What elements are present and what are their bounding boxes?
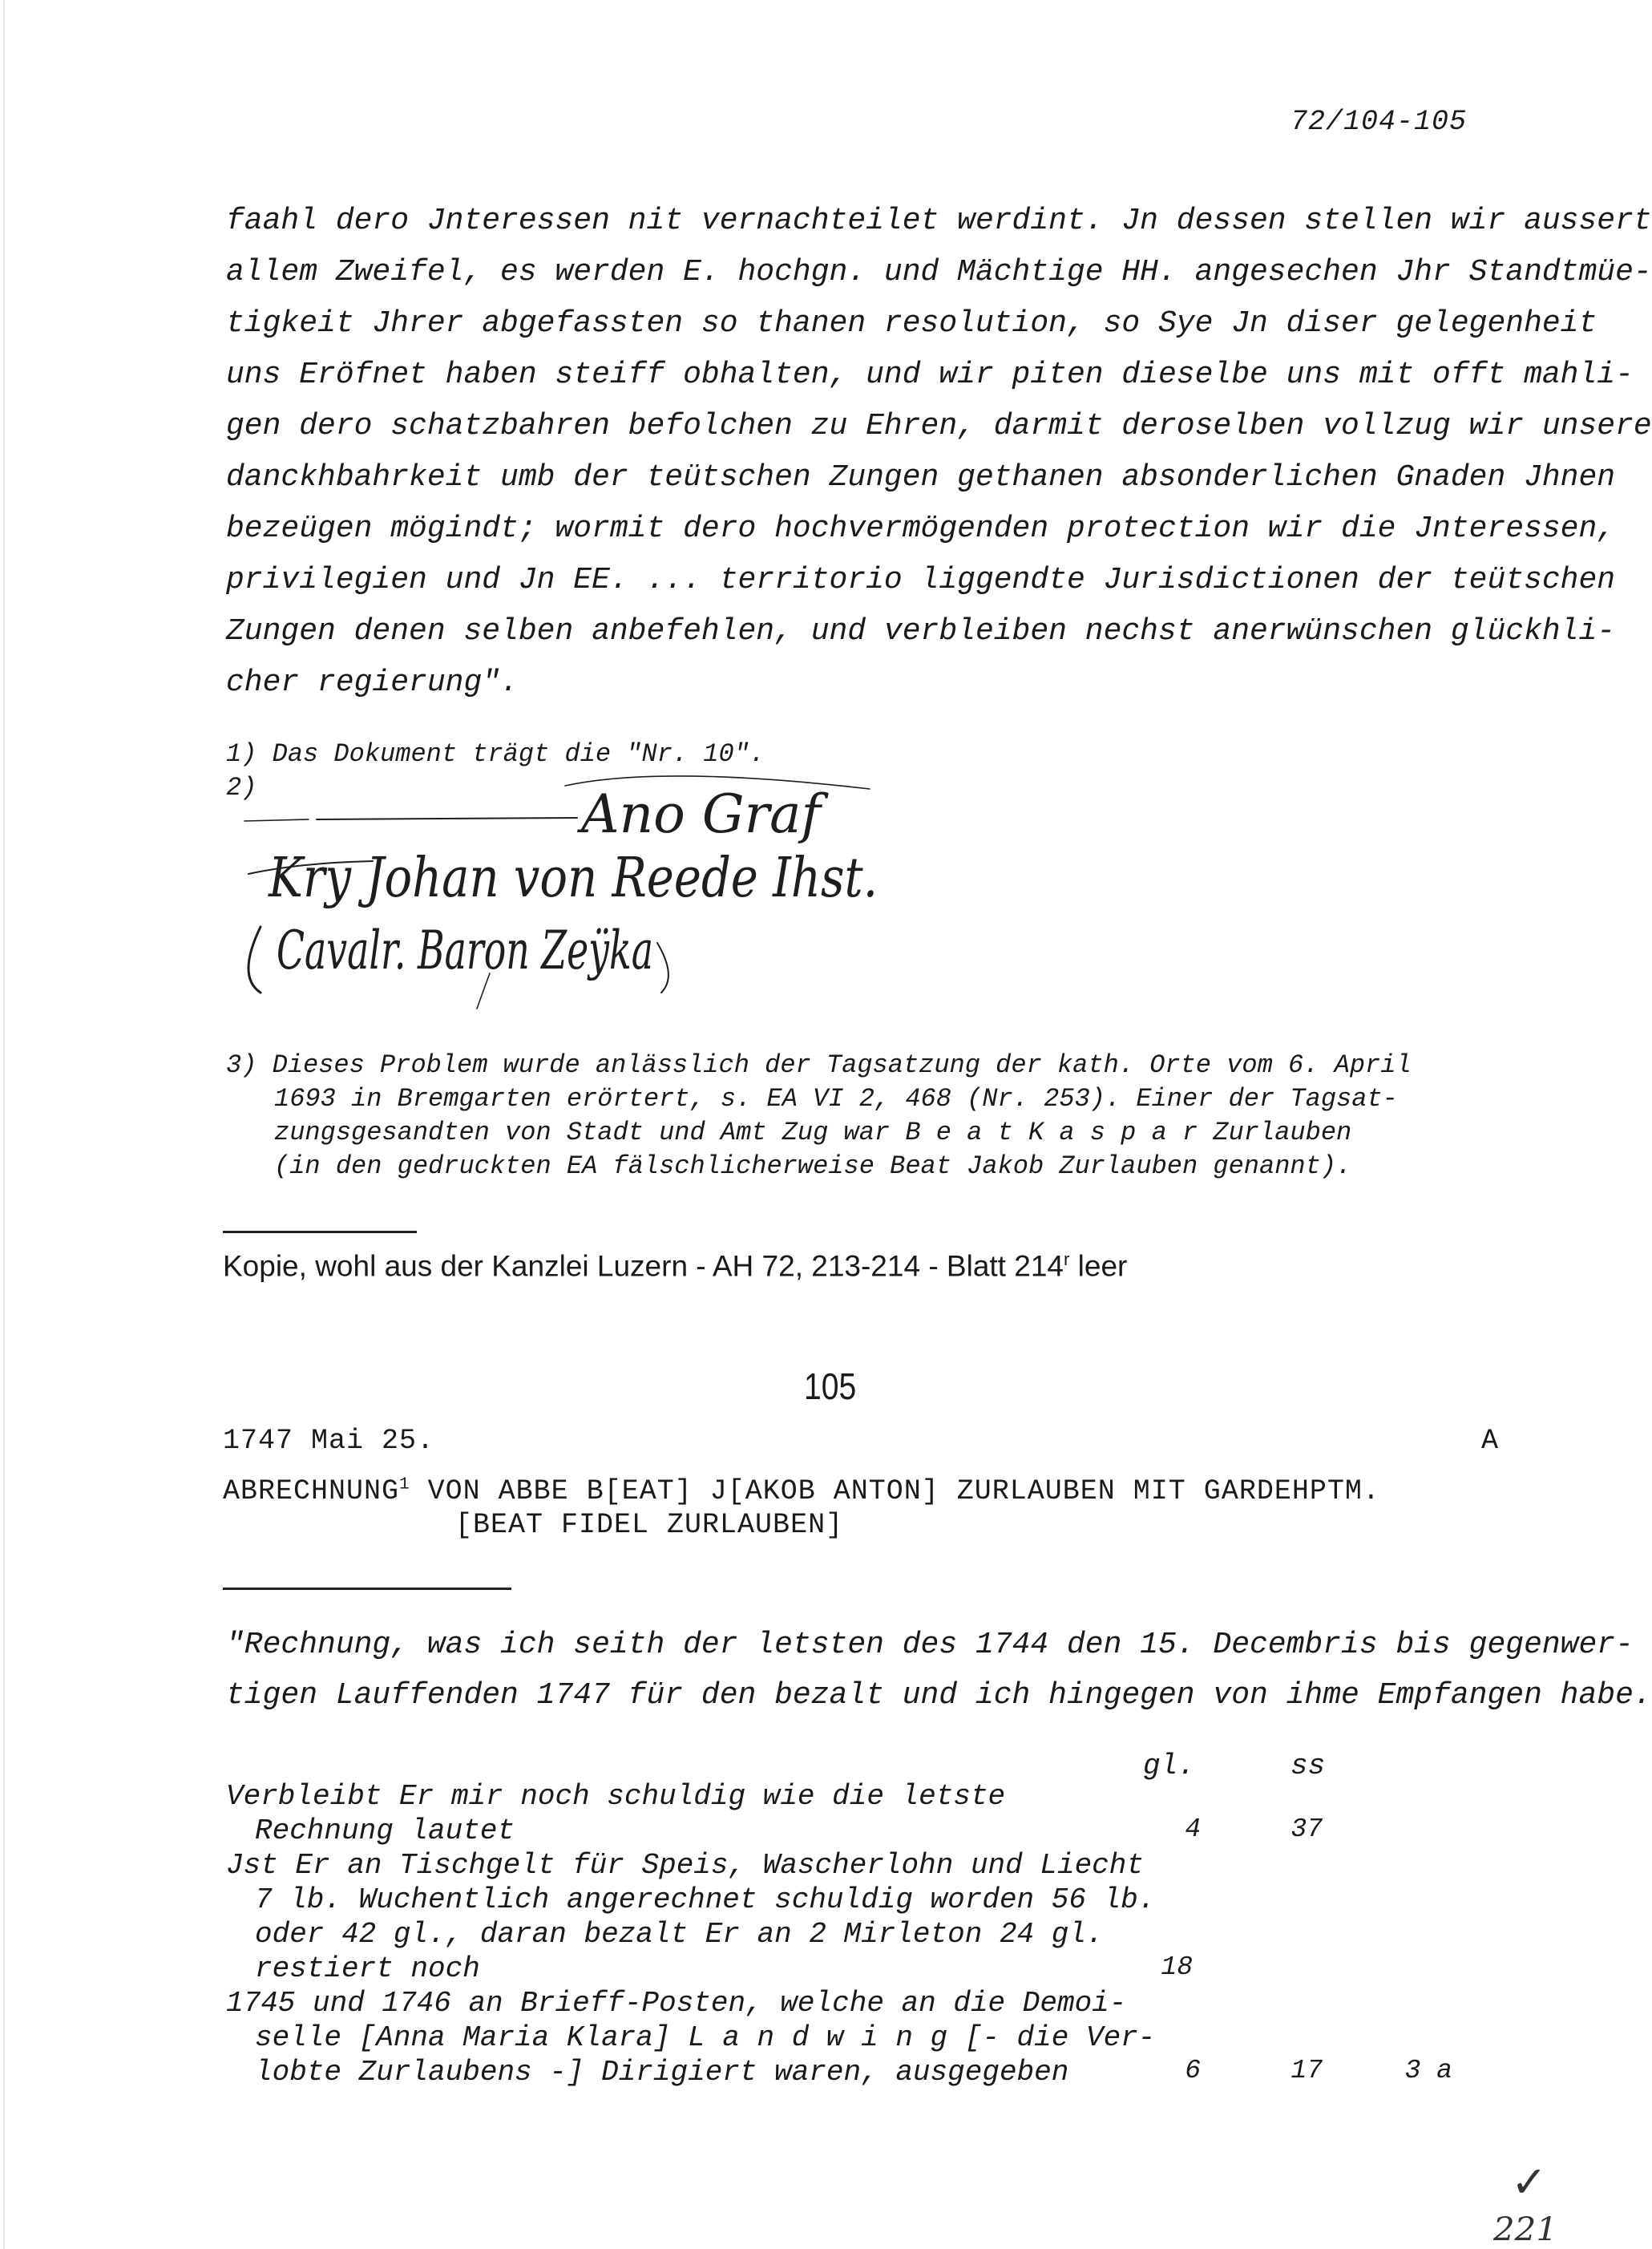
entry-title-footnote-ref: 1: [399, 1475, 410, 1495]
body-line: bezeügen mögindt; wormit dero hochvermögenden protection wir die Jnteressen,: [226, 512, 1616, 546]
table-cell-gl: 6: [1185, 2056, 1201, 2085]
entry-title: [223, 1475, 1380, 1507]
body-line: allem Zweifel, es werden E. hochgn. und Mächtige HH. angesechen Jhr Standtmüe-: [226, 255, 1652, 289]
table-row-text: lobte Zurlaubens -] Dirigiert waren, ausgegeben: [255, 2056, 1069, 2089]
table-row-text: Jst Er an Tischgelt für Speis, Wascherlohn und Liecht: [226, 1849, 1144, 1882]
body-line: uns Eröfnet haben steiff obhalten, und wir piten dieselbe uns mit offt mahli-: [226, 358, 1634, 392]
table-row-text: 1745 und 1746 an Brieff-Posten, welche an die Demoi-: [226, 1987, 1127, 2020]
signature-line-1: Ano Graf: [581, 783, 821, 845]
intro-line: "Rechnung, was ich seith der letsten des 1744 den 15. Decembris bis gegenwer-: [226, 1628, 1634, 1662]
page-number: 72/104-105: [1290, 106, 1468, 138]
entry-date: 1747 Mai 25.: [223, 1425, 435, 1457]
intro-line: tigen Lauffenden 1747 für den bezalt und ich hingegen von ihme Empfangen habe.: [226, 1678, 1652, 1713]
body-line: Zungen denen selben anbefehlen, und verbleiben nechst anerwünschen glückhli-: [226, 614, 1616, 649]
signature-image: [244, 768, 902, 1025]
footnote-1: 1) Das Dokument trägt die "Nr. 10".: [226, 739, 765, 769]
body-line: faahl dero Jnteressen nit vernachteilet werdint. Jn dessen stellen wir aussert: [226, 204, 1652, 238]
signature-line-2: Kry Johan von Reede Ihst.: [267, 847, 878, 910]
table-row-text: Rechnung lautet: [255, 1814, 515, 1847]
column-header-gl: gl.: [1143, 1749, 1195, 1782]
footnote-2-marker: 2): [226, 773, 257, 803]
page-edge: [3, 0, 5, 2249]
source-note-tail: leer: [1069, 1249, 1128, 1283]
section-rule: [223, 1588, 511, 1590]
entry-letter: A: [1481, 1425, 1500, 1457]
section-rule: [223, 1231, 417, 1233]
table-row-text: Verbleibt Er mir noch schuldig wie die letste: [226, 1780, 1006, 1813]
entry-title-rest: VON ABBE B[EAT] J[AKOB ANTON] ZURLAUBEN MIT GARDEHPTM.: [410, 1475, 1380, 1507]
signature-line-3: Cavalr. Baron Zeÿka: [277, 920, 653, 981]
body-line: cher regierung".: [226, 665, 519, 700]
table-cell-ss: 37: [1290, 1814, 1323, 1844]
table-row-text: selle [Anna Maria Klara] L a n d w i n g [- die Ver-: [255, 2021, 1156, 2054]
source-note: [223, 1249, 1127, 1283]
source-note-superscript: r: [1063, 1249, 1070, 1269]
body-line: privilegien und Jn EE. ... territorio liggendte Jurisdictionen der teütschen: [226, 563, 1616, 597]
table-cell-gl: 18: [1161, 1952, 1193, 1982]
entry-title-line-2: [BEAT FIDEL ZURLAUBEN]: [455, 1509, 844, 1541]
archive-marks: [1487, 2157, 1567, 2248]
table-row-text: 7 lb. Wuchentlich angerechnet schuldig worden 56 lb.: [255, 1883, 1156, 1916]
footnote-3-line: 1693 in Bremgarten erörtert, s. EA VI 2, 468 (Nr. 253). Einer der Tagsat-: [274, 1084, 1398, 1114]
table-row-text: restiert noch: [255, 1952, 480, 1985]
source-note-text: Kopie, wohl aus der Kanzlei Luzern - AH 72, 213-214 - Blatt 214: [223, 1249, 1064, 1283]
folio-number: 221: [1492, 2211, 1557, 2248]
body-line: tigkeit Jhrer abgefassten so thanen resolution, so Sye Jn diser gelegenheit: [226, 306, 1597, 341]
footnote-3-line: zungsgesandten von Stadt und Amt Zug war B e a t K a s p a r Zurlauben: [274, 1118, 1352, 1147]
body-line: gen dero schatzbahren befolchen zu Ehren, darmit deroselben vollzug wir unsere: [226, 409, 1652, 443]
table-cell-extra: 3 a: [1404, 2056, 1452, 2085]
footnote-3-line: 3) Dieses Problem wurde anlässlich der Tagsatzung der kath. Orte vom 6. April: [226, 1050, 1412, 1080]
footnote-3-line: (in den gedruckten EA fälschlicherweise Beat Jakob Zurlauben genannt).: [274, 1151, 1352, 1181]
table-row-text: oder 42 gl., daran bezalt Er an 2 Mirleton 24 gl.: [255, 1918, 1104, 1951]
table-cell-gl: 4: [1185, 1814, 1201, 1844]
entry-title-word: ABRECHNUNG: [223, 1475, 400, 1507]
body-line: danckhbahrkeit umb der teütschen Zungen gethanen absonderlichen Gnaden Jhnen: [226, 460, 1616, 495]
check-mark-icon: ✓: [1511, 2157, 1548, 2207]
table-cell-ss: 17: [1290, 2056, 1323, 2085]
column-header-ss: ss: [1290, 1749, 1326, 1782]
document-number: 105: [804, 1365, 857, 1407]
